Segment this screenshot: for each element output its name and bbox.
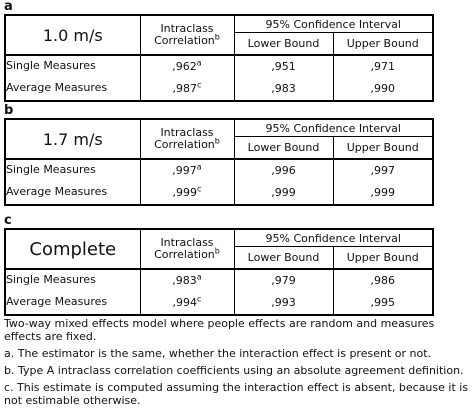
upper-bound-value: ,997 (333, 159, 433, 180)
icc-table-1-0-ms (4, 14, 434, 102)
row-label: Single Measures (5, 269, 140, 290)
icc-column-header: Intraclass Correlation$^b$ (140, 229, 234, 269)
table-row (5, 290, 433, 315)
lower-bound-value: ,993 (234, 290, 333, 315)
lower-bound-header: Lower Bound (234, 137, 333, 159)
upper-bound-value: ,999 (333, 180, 433, 205)
icc-column-header: Intraclass Correlation$^b$ (140, 119, 234, 159)
lower-bound-value: ,951 (234, 55, 333, 76)
upper-bound-header: Upper Bound (333, 33, 433, 55)
row-label: Average Measures (5, 290, 140, 315)
icc-table-1-7-ms (4, 118, 434, 206)
table-footnotes (4, 317, 470, 407)
table-row (5, 55, 433, 76)
upper-bound-header: Upper Bound (333, 137, 433, 159)
table-title: Complete (5, 229, 140, 269)
icc-value: ,983$^a$ (140, 269, 234, 290)
upper-bound-value: ,971 (333, 55, 433, 76)
footnote-c: c. This estimate is computed assuming the interaction effect is absent, because it is not estimable otherwise. (4, 381, 469, 407)
ci-column-header: 95% Confidence Interval (234, 119, 433, 137)
upper-bound-value: ,986 (333, 269, 433, 290)
icc-value: ,987$^c$ (140, 76, 234, 101)
footnote-b: b. Type A intraclass correlation coefficients using an absolute agreement definition. (4, 364, 464, 377)
icc-value: ,997$^a$ (140, 159, 234, 180)
icc-column-header: Intraclass Correlation$^b$ (140, 15, 234, 55)
icc-value: ,999$^c$ (140, 180, 234, 205)
table-row (5, 180, 433, 205)
table-title: 1.7 m/s (5, 119, 140, 159)
lower-bound-value: ,999 (234, 180, 333, 205)
ci-column-header: 95% Confidence Interval (234, 15, 433, 33)
table-row (5, 269, 433, 290)
table-title: 1.0 m/s (5, 15, 140, 55)
lower-bound-value: ,979 (234, 269, 333, 290)
row-label: Single Measures (5, 55, 140, 76)
panel-letter-a: a (4, 0, 13, 14)
icc-value: ,962$^a$ (140, 55, 234, 76)
ci-column-header: 95% Confidence Interval (234, 229, 433, 247)
upper-bound-value: ,990 (333, 76, 433, 101)
footnote-a: a. The estimator is the same, whether the interaction effect is present or not. (4, 347, 432, 360)
lower-bound-header: Lower Bound (234, 33, 333, 55)
row-label: Average Measures (5, 180, 140, 205)
lower-bound-header: Lower Bound (234, 247, 333, 269)
model-note: Two-way mixed effects model where people effects are random and measures effects are fixed. (4, 317, 435, 343)
row-label: Average Measures (5, 76, 140, 101)
table-row (5, 76, 433, 101)
row-label: Single Measures (5, 159, 140, 180)
icc-table-complete (4, 228, 434, 316)
panel-letter-b: b (4, 103, 14, 118)
lower-bound-value: ,983 (234, 76, 333, 101)
upper-bound-value: ,995 (333, 290, 433, 315)
lower-bound-value: ,996 (234, 159, 333, 180)
table-row (5, 159, 433, 180)
panel-letter-c: c (4, 213, 12, 228)
upper-bound-header: Upper Bound (333, 247, 433, 269)
icc-value: ,994$^c$ (140, 290, 234, 315)
